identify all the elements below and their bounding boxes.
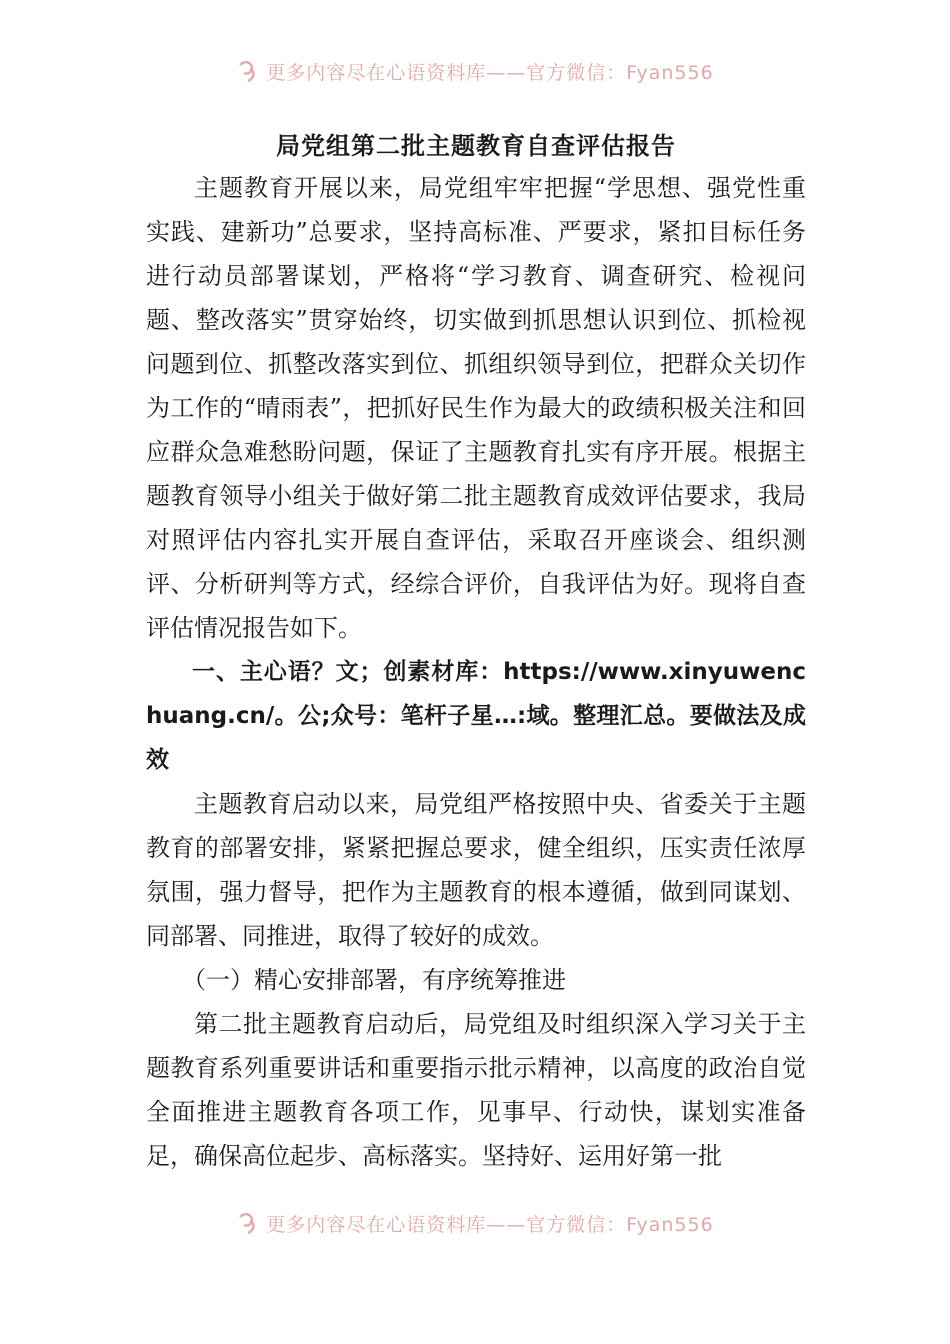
section-heading: 一、主心语？文；创素材库：https://www.xinyuwenchuang.cn/。公;众号：笔杆子星…:域。整理汇总。要做法及成效 [146, 659, 806, 773]
subsection-paragraph: 第二批主题教育启动后，局党组及时组织深入学习关于主题教育系列重要讲话和重要指示批示精神，以高度的政治自觉全面推进主题教育各项工作，见事早、行动快，谋划实准备足，确保高位起步、高标落实。坚持好、运用好第一批 [146, 1010, 806, 1170]
document-title: 局党组第二批主题教育自查评估报告 [276, 131, 676, 160]
intro-paragraph: 主题教育开展以来，局党组牢牢把握“学思想、强党性重实践、建新功”总要求，坚持高标准、严要求，紧扣目标任务进行动员部署谋划，严格将“学习教育、调查研究、检视问题、整改落实”贯穿始终，切实做到抓思想认识到位、抓检视问题到位、抓整改落实到位、抓组织领导到位，把群众关切作为工作的“晴雨表”，把抓好民生作为最大的政绩积极关注和回应群众急难愁盼问题，保证了主题教育扎实有序开展。根据主题教育领导小组关于做好第二批主题教育成效评估要求，我局对照评估内容扎实开展自查评估，采取召开座谈会、组织测评、分析研判等方式，经综合评价，自我评估为好。现将自查评估情况报告如下。 [146, 174, 806, 642]
subsection-heading: （一）精心安排部署，有序统筹推进 [182, 966, 566, 994]
brand-logo-icon [236, 59, 260, 83]
watermark-text: 更多内容尽在心语资料库——官方微信：Fyan556 [266, 61, 714, 84]
brand-logo-icon [236, 1211, 260, 1235]
document-body [146, 126, 806, 1178]
watermark-text: 更多内容尽在心语资料库——官方微信：Fyan556 [266, 1213, 714, 1236]
watermark-footer [0, 1208, 950, 1238]
watermark-header [0, 56, 950, 86]
section-paragraph: 主题教育启动以来，局党组严格按照中央、省委关于主题教育的部署安排，紧紧把握总要求，健全组织，压实责任浓厚氛围，强力督导，把作为主题教育的根本遵循，做到同谋划、同部署、同推进，取得了较好的成效。 [146, 790, 806, 950]
